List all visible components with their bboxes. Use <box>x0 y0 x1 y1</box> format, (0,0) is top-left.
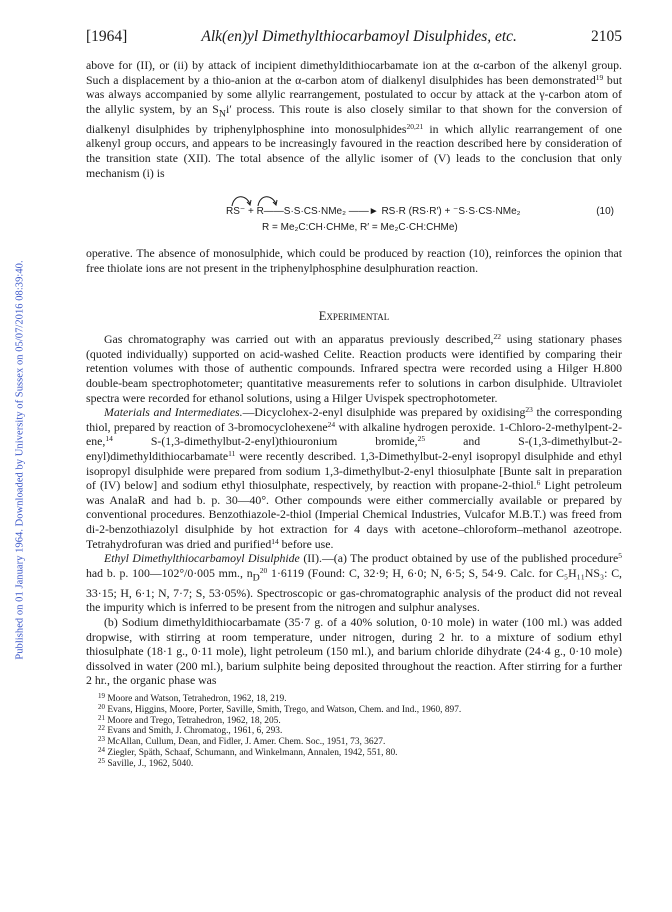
subheading-materials: Materials and Intermediates. <box>104 405 243 420</box>
method-b-paragraph: (b) Sodium dimethyldithiocarbamate (35·7 g. of a 40% solution, 0·10 mole) in water (100 ml.) was added dropwise, with stirring at room temperature, under nitrogen, during 2 hr. to a mixture of sodium ethyl thiosulphate (18·1 g., 0·11 mole), light petroleum (150 ml.), and barium chloride dihydrate (24·4 g., 0·10 mole) dissolved in water (200 ml.), barium sulphite being deposited throughout the reaction. After stirring for a further 2 hr., the organic phase was <box>86 614 622 688</box>
footnote: $^{24}$ Ziegler, Späth, Schaaf, Schumann, and Winkelmann, Annalen, 1942, 551, 80. <box>98 745 398 758</box>
footnote: $^{20}$ Evans, Higgins, Moore, Porter, Saville, Smith, Trego, and Watson, Chem. and Ind., 1960, 897. <box>98 702 462 715</box>
intro-paragraph: above for (II), or (ii) by attack of incipient dimethyldithiocarbamate ion at the α-carbon of the alkenyl group. Such a displacement by a thio-anion at the α-carbon atom of dialkenyl disulphides has been demonstrated$^{19}$ but was always accompanied by some allylic rearrangement, postulated to occur by attack at the γ-carbon atom of the allylic system, by an $S_Ni'$ process. This route is also closely similar to that shown for the conversion of dialkenyl disulphides by triphenylphosphine into monosulphides$^{20,21}$ in which allylic rearrangement of one alkenyl group occurs, and appears to be increasingly favoured in the reaction described here by consideration of the transition state (XII). The total absence of the allylic isomer of (V) leads to the conclusion that only mechanism (i) is <box>86 58 623 180</box>
running-title: Alk(en)yl Dimethylthiocarbamoyl Disulphides, etc. <box>201 28 517 45</box>
footnote: $^{19}$ Moore and Watson, Tetrahedron, 1962, 18, 219. <box>98 691 287 704</box>
footnotes <box>86 691 622 770</box>
download-notice-text: Published on 01 January 1964. Downloaded by University of Sussex on 05/07/2016 08:39:40. <box>14 260 26 660</box>
section-heading-experimental: Experimental <box>318 309 390 324</box>
page-number: 2105 <box>591 28 622 45</box>
download-notice <box>12 160 28 760</box>
footnote: $^{25}$ Saville, J., 1962, 5040. <box>98 756 194 769</box>
equation-line-2: R = Me₂C:CH·CHMe, R′ = Me₂C·CH:CHMe) <box>262 222 458 234</box>
gas-chromatography-paragraph: Gas chromatography was carried out with an apparatus previously described,$^{22}$ using stationary phases (quoted individually) supported on acid-washed Celite. Reaction products were identified by comparing their retention volumes with those of authentic compounds. Infrared spectra were recorded using a Hilger H.800 double-beam spectrophotometer; quantitative measurements refer to solutions in carbon disulphide. Ultraviolet spectra were recorded for ethanol solutions, using a Hilger Uvispek spectrophotometer. <box>86 332 622 405</box>
page <box>86 28 622 769</box>
equation-number: (10) <box>596 206 614 218</box>
running-header <box>86 28 622 46</box>
footnote: $^{22}$ Evans and Smith, J. Chromatog., 1961, 6, 293. <box>98 724 283 737</box>
citation-19: 19 <box>595 72 604 82</box>
equation-line-1: RS⁻ + R——S·S·CS·NMe₂ ——► RS·R (RS·R′) + ⁻S·S·CS·NMe₂ <box>226 206 521 218</box>
citation-22: 22 <box>493 332 501 342</box>
materials-paragraph: Materials and Intermediates.—Dicyclohex-2-enyl disulphide was prepared by oxidising$^{23}$ the corresponding thiol, prepared by reaction of 3-bromocyclohexene$^{24}$ with alkaline hydrogen peroxide. 1-Chloro-2-methylpent-2-ene,$^{14}$ S-(1,3-dimethylbut-2-enyl)thiouronium bromide,$^{25}$ and S-(1,3-dimethylbut-2-enyl)dimethyldithiocarbamate$^{11}$ were recently described. 1,3-Dimethylbut-2-enyl isopropyl disulphide and ethyl isopropyl disulphide were prepared from sodium 1,3-dimethylbut-2-enyl thiosulphate [Bunte salt in preparation of (IV) below] and sodium ethyl thiosulphate, respectively, by reaction with propane-2-thiol.$^6$ Light petroleum was AnalaR and had b. p. 30—40°. Other compounds were either commercially available or prepared by conventional procedures. Benzothiazole-2-thiol (Imperial Chemical Industries, Vulcafor M.B.T.) was freed from di-2-benzothiazolyl disulphide by hot extraction for 4 days with acetone–chloroform–methanol azeotrope. Tetrahydrofuran was dried and purified$^{14}$ before use. <box>86 405 623 551</box>
footnote: $^{21}$ Moore and Trego, Tetrahedron, 1962, 18, 205. <box>98 713 281 726</box>
ethyl-disulphide-paragraph: Ethyl Dimethylthiocarbamoyl Disulphide (II).—(a) The product obtained by use of the published procedure$^5$ had b. p. 100—102°/0·005 mm., $n_D^{20}$ 1·6119 (Found: C, 32·9; H, 6·0; N, 6·5; S, 54·9. Calc. for C₅H₁₁NS₃: C, 33·15; H, 6·1; N, 7·7; S, 53·05%). Spectroscopic or gas-chromatographic analysis of the product did not reveal the impurity which is inferred to be present from the nitrogen and sulphur analyses. <box>86 551 623 615</box>
reaction-equation <box>86 186 622 236</box>
footnote: $^{23}$ McAllan, Cullum, Dean, and Fidler, J. Amer. Chem. Soc., 1951, 73, 3627. <box>98 735 386 748</box>
header-year: [1964] <box>86 28 128 45</box>
conclusion-paragraph: operative. The absence of monosulphide, which could be produced by reaction (10), reinforces the opinion that free thiolate ions are not present in the triphenylphosphine desulphuration reaction. <box>86 246 622 275</box>
subheading-ethyl-disulphide: Ethyl Dimethylthiocarbamoyl Disulphide <box>104 551 300 566</box>
citation-20-21: 20,21 <box>406 121 424 131</box>
